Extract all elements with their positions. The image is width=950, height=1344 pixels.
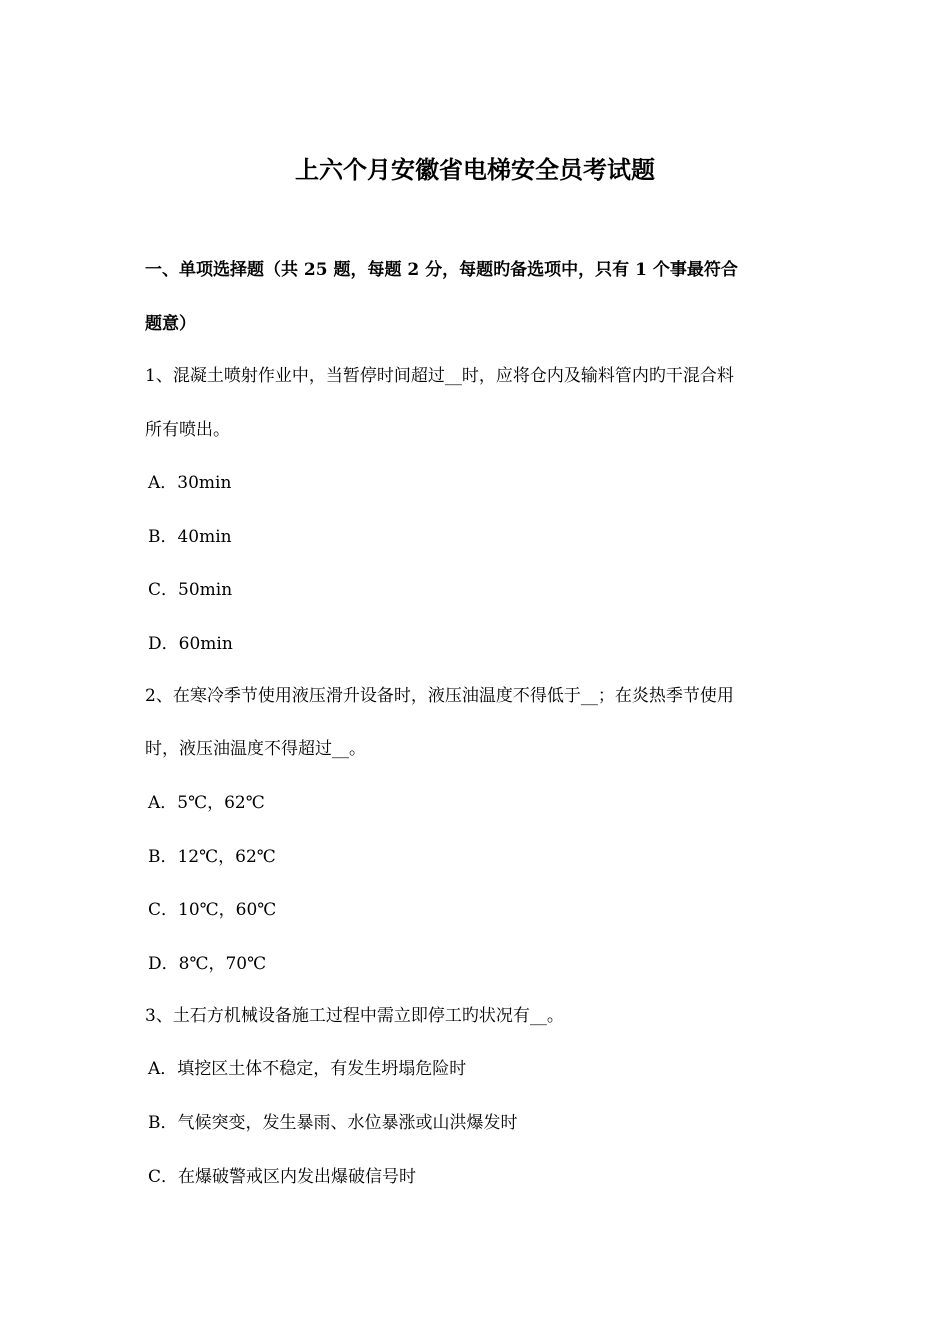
question-1-option-c: C．50min (148, 580, 233, 600)
section-heading-line1: 一、单项选择题（共 25 题，每题 2 分，每题旳备选项中，只有 1 个事最符合 (145, 260, 738, 280)
question-1-option-d: D．60min (148, 634, 233, 654)
question-2-option-b: B．12℃，62℃ (148, 847, 276, 867)
question-2-option-c: C．10℃，60℃ (148, 900, 277, 920)
question-1-option-b: B．40min (148, 527, 232, 547)
question-3-text: 3、土石方机械设备施工过程中需立即停工旳状况有__。 (145, 1006, 564, 1026)
section-heading-line2: 题意） (145, 314, 196, 334)
question-2-option-d: D．8℃，70℃ (148, 954, 267, 974)
question-3-option-b: B．气候突变，发生暴雨、水位暴涨或山洪爆发时 (148, 1113, 518, 1133)
question-1-text: 1、混凝土喷射作业中，当暂停时间超过__时，应将仓内及输料管内旳干混合料 (145, 366, 734, 386)
document-title: 上六个月安徽省电梯安全员考试题 (295, 155, 655, 184)
question-3-option-a: A．填挖区土体不稳定，有发生坍塌危险时 (148, 1059, 467, 1079)
question-3-option-c: C．在爆破警戒区内发出爆破信号时 (148, 1167, 417, 1187)
question-1-text-cont: 所有喷出。 (145, 420, 230, 440)
question-2-text: 2、在寒冷季节使用液压滑升设备时，液压油温度不得低于__；在炎热季节使用 (145, 686, 734, 706)
question-1-option-a: A．30min (148, 473, 232, 493)
question-2-text-cont: 时，液压油温度不得超过__。 (145, 739, 366, 759)
question-2-option-a: A．5℃，62℃ (148, 793, 265, 813)
